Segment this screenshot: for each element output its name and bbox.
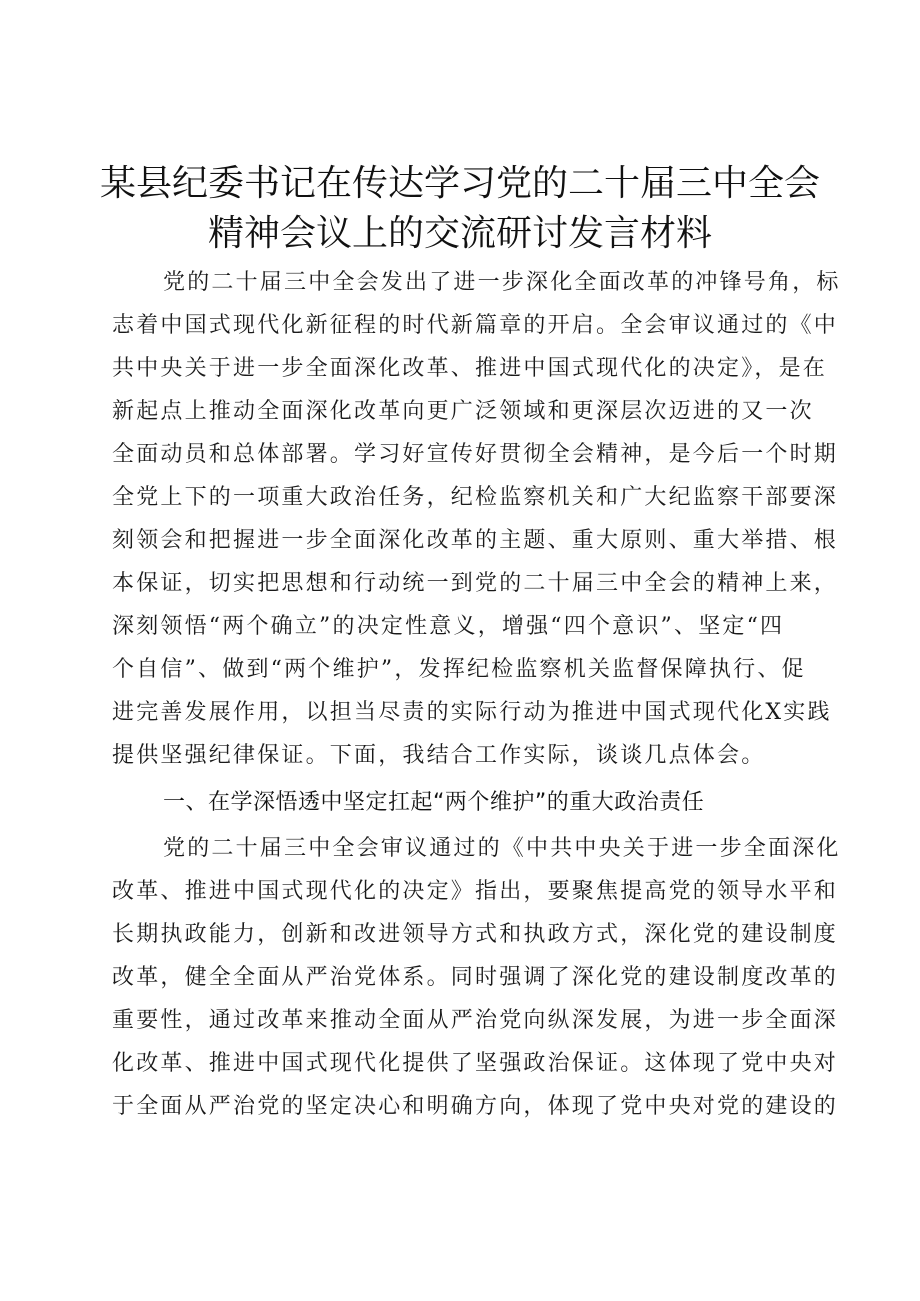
paragraph-1-line: 全面动员和总体部署。学习好宣传好贯彻全会精神，是今后一个时期 [112, 442, 839, 467]
paragraph-2-line: 化改革、推进中国式现代化提供了坚强政治保证。这体现了党中央对 [112, 1051, 839, 1076]
paragraph-2-line: 改革、推进中国式现代化的决定》指出，要聚焦提高党的领导水平和 [112, 879, 839, 904]
paragraph-2-line: 于全面从严治党的坚定决心和明确方向，体现了党中央对党的建设的 [112, 1094, 839, 1119]
document-title-line-2: 精神会议上的交流研讨发言材料 [207, 213, 712, 254]
paragraph-1-line: 共中央关于进一步全面深化改革、推进中国式现代化的决定》，是在 [112, 356, 828, 381]
paragraph-1-line: 提供坚强纪律保证。下面，我结合工作实际，谈谈几点体会。 [112, 743, 766, 768]
paragraph-1-line: 本保证，切实把思想和行动统一到党的二十届三中全会的精神上来， [112, 571, 839, 596]
paragraph-2-line: 党的二十届三中全会审议通过的《中共中央关于进一步全面深化 [163, 836, 841, 861]
paragraph-1-line: 志着中国式现代化新征程的时代新篇章的开启。全会审议通过的《中 [112, 313, 839, 338]
paragraph-2-line: 长期执政能力，创新和改进领导方式和执政方式，深化党的建设制度 [112, 922, 839, 947]
paragraph-1-line: 新起点上推动全面深化改革向更广泛领域和更深层次迈进的又一次 [112, 399, 814, 424]
paragraph-1-line: 深刻领悟“两个确立”的决定性意义，增强“四个意识”、坚定“四 [112, 614, 785, 639]
section-heading-1: 一、在学深悟透中坚定扛起“两个维护”的重大政治责任 [163, 790, 705, 815]
paragraph-1-line: 刻领会和把握进一步全面深化改革的主题、重大原则、重大举措、根 [112, 528, 839, 553]
paragraph-1-line: 全党上下的一项重大政治任务，纪检监察机关和广大纪监察干部要深 [112, 485, 839, 510]
paragraph-2-line: 改革，健全全面从严治党体系。同时强调了深化党的建设制度改革的 [112, 965, 839, 990]
paragraph-1-line: 党的二十届三中全会发出了进一步深化全面改革的冲锋号角，标 [163, 270, 841, 295]
paragraph-1-line: 进完善发展作用，以担当尽责的实际行动为推进中国式现代化X实践 [112, 700, 832, 725]
document-title-line-1: 某县纪委书记在传达学习党的二十届三中全会 [99, 163, 820, 204]
paragraph-1-line: 个自信”、做到“两个维护”，发挥纪检监察机关监督保障执行、促 [112, 657, 806, 682]
paragraph-2-line: 重要性，通过改革来推动全面从严治党向纵深发展，为进一步全面深 [112, 1008, 839, 1033]
